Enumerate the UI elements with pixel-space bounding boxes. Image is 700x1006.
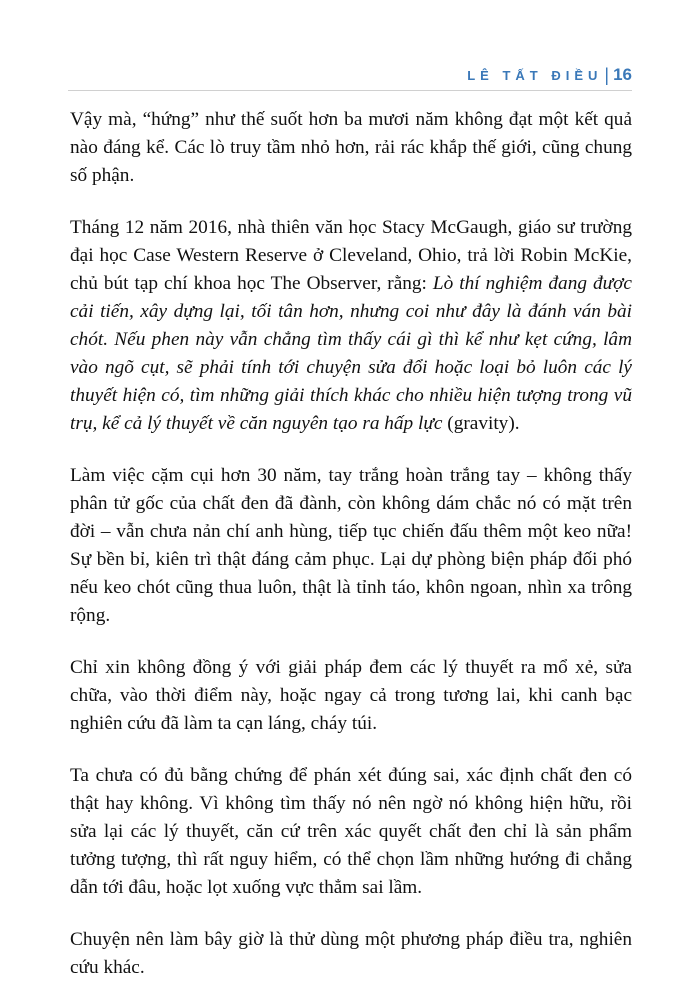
paragraph-2-ending: (gravity). (442, 413, 520, 434)
page-header (68, 60, 632, 91)
paragraph-2-quote: Lò thí nghiệm đang được cải tiến, xây dựng lại, tối tân hơn, nhưng coi như đây là đánh ván bài chót. Nếu phen này vẫn chẳng tìm thấy cái gì thì kể như kẹt cứng, lâm vào ngõ cụt, sẽ phải tính tới chuyện sửa đổi hoặc loại bỏ luôn các lý thuyết hiện có, tìm những giải thích khác cho nhiều hiện tượng trong vũ trụ, kể cả lý thuyết về căn nguyên tạo ra hấp lực (70, 273, 632, 434)
header-separator: | (604, 64, 610, 85)
header-author: LÊ TẤT ĐIỀU (467, 67, 603, 83)
paragraph-2-intro: Tháng 12 năm 2016, nhà thiên văn học Stacy McGaugh, giáo sư trường đại học Case Western Reserve ở Cleveland, Ohio, trả lời Robin McKie, chủ bút tạp chí khoa học The Observer, rằng: (70, 217, 632, 294)
paragraph-4: Chỉ xin không đồng ý với giải pháp đem các lý thuyết ra mổ xẻ, sửa chữa, vào thời điểm này, hoặc ngay cả trong tương lai, khi canh bạc nghiên cứu đã làm ta cạn láng, cháy túi. (70, 657, 632, 734)
paragraph-6: Chuyện nên làm bây giờ là thử dùng một phương pháp điều tra, nghiên cứu khác. (70, 929, 632, 978)
page-number: 16 (613, 65, 632, 84)
paragraph-2 (70, 214, 632, 438)
paragraph-1: Vậy mà, “hứng” như thế suốt hơn ba mươi năm không đạt một kết quả nào đáng kể. Các lò truy tầm nhỏ hơn, rải rác khắp thế giới, cũng chung số phận. (70, 109, 632, 186)
paragraph-5: Ta chưa có đủ bằng chứng để phán xét đúng sai, xác định chất đen có thật hay không. Vì không tìm thấy nó nên ngờ nó không hiện hữu, rồi sửa lại các lý thuyết, căn cứ trên xác quyết chất đen chỉ là sản phẩm tưởng tượng, thì rất nguy hiểm, có thể chọn lầm những hướng đi chẳng dẫn tới đâu, hoặc lọt xuống vực thẳm sai lầm. (70, 765, 632, 898)
page-body (70, 106, 632, 1006)
paragraph-3: Làm việc cặm cụi hơn 30 năm, tay trắng hoàn trắng tay – không thấy phân tử gốc của chất đen đã đành, còn không dám chắc nó có mặt trên đời – vẫn chưa nản chí anh hùng, tiếp tục chiến đấu thêm một keo nữa! Sự bền bỉ, kiên trì thật đáng cảm phục. Lại dự phòng biện pháp đối phó nếu keo chót cũng thua luôn, thật là tỉnh táo, khôn ngoan, nhìn xa trông rộng. (70, 465, 632, 626)
